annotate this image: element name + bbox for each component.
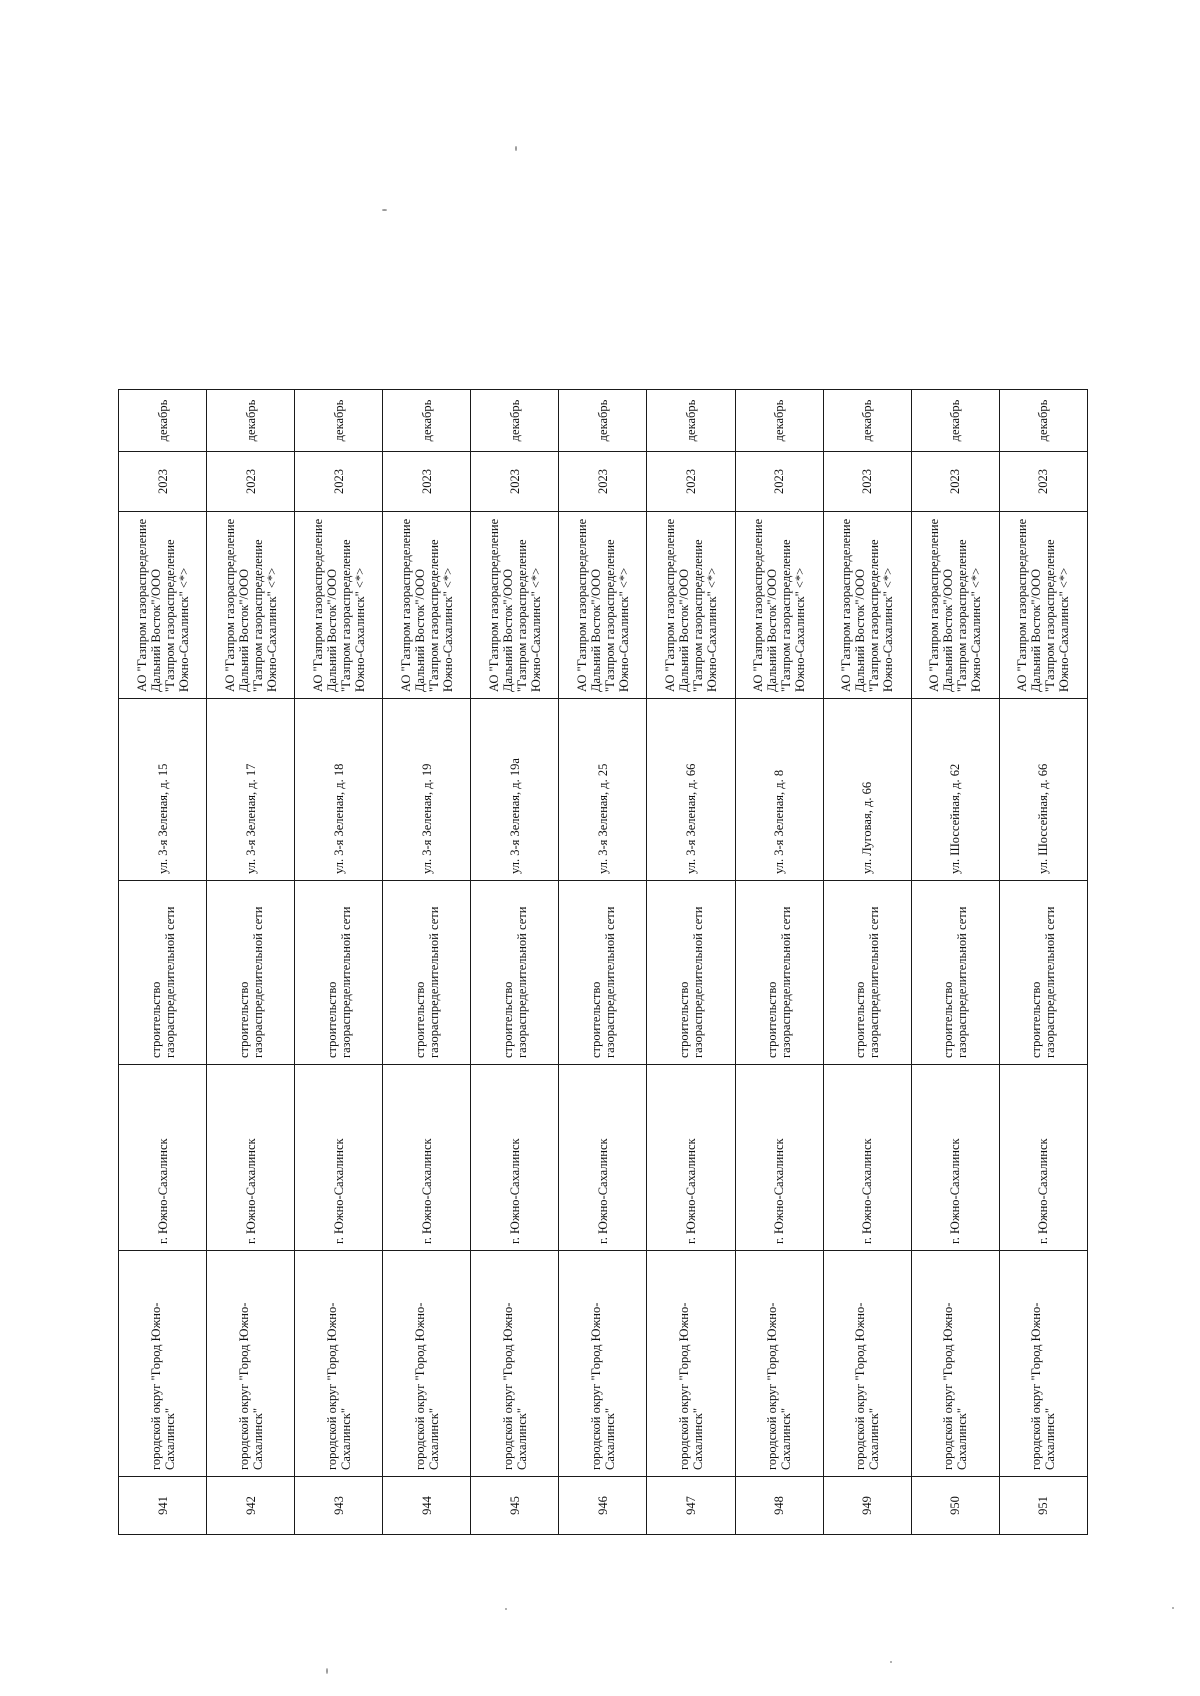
table-row (559, 390, 647, 1535)
work-type: строительство газораспределительной сети (383, 881, 471, 1065)
month: декабрь (559, 390, 647, 452)
row-number: 944 (383, 1477, 471, 1535)
scan-speck (326, 1668, 328, 1674)
row-number: 945 (471, 1477, 559, 1535)
municipal-district: городской округ "Город Южно-Сахалинск" (647, 1251, 735, 1477)
settlement: г. Южно-Сахалинск (295, 1065, 383, 1251)
address: ул. 3-я Зеленая, д. 19 (383, 699, 471, 881)
settlement: г. Южно-Сахалинск (999, 1065, 1087, 1251)
responsible-organization: АО "Газпром газораспределение Дальний Восток"/ООО "Газпром газораспределение Южно-Сахалинск" <*> (207, 512, 295, 699)
row-number: 951 (999, 1477, 1087, 1535)
scan-speck (890, 1661, 892, 1663)
table-body (119, 390, 1088, 1535)
responsible-organization: АО "Газпром газораспределение Дальний Восток"/ООО "Газпром газораспределение Южно-Сахалинск" <*> (647, 512, 735, 699)
municipal-district: городской округ "Город Южно-Сахалинск" (471, 1251, 559, 1477)
gasification-schedule-table (118, 389, 1088, 1535)
year: 2023 (207, 452, 295, 512)
address: ул. 3-я Зеленая, д. 17 (207, 699, 295, 881)
municipal-district: городской округ "Город Южно-Сахалинск" (119, 1251, 207, 1477)
work-type: строительство газораспределительной сети (911, 881, 999, 1065)
year: 2023 (823, 452, 911, 512)
address: ул. Шоссейная, д. 62 (911, 699, 999, 881)
work-type: строительство газораспределительной сети (999, 881, 1087, 1065)
scan-speck (382, 209, 387, 211)
responsible-organization: АО "Газпром газораспределение Дальний Восток"/ООО "Газпром газораспределение Южно-Сахалинск" <*> (383, 512, 471, 699)
scan-speck (1172, 1607, 1174, 1609)
responsible-organization: АО "Газпром газораспределение Дальний Восток"/ООО "Газпром газораспределение Южно-Сахалинск" <*> (471, 512, 559, 699)
month: декабрь (647, 390, 735, 452)
rotated-table-container (118, 390, 1088, 1535)
month: декабрь (295, 390, 383, 452)
municipal-district: городской округ "Город Южно-Сахалинск" (735, 1251, 823, 1477)
month: декабрь (383, 390, 471, 452)
table-frame (118, 390, 1088, 1535)
responsible-organization: АО "Газпром газораспределение Дальний Восток"/ООО "Газпром газораспределение Южно-Сахалинск" <*> (999, 512, 1087, 699)
year: 2023 (383, 452, 471, 512)
settlement: г. Южно-Сахалинск (911, 1065, 999, 1251)
table-row (999, 390, 1087, 1535)
address: ул. 3-я Зеленая, д. 25 (559, 699, 647, 881)
month: декабрь (999, 390, 1087, 452)
table-row (207, 390, 295, 1535)
settlement: г. Южно-Сахалинск (207, 1065, 295, 1251)
municipal-district: городской округ "Город Южно-Сахалинск" (383, 1251, 471, 1477)
scan-speck (515, 146, 517, 151)
year: 2023 (471, 452, 559, 512)
work-type: строительство газораспределительной сети (119, 881, 207, 1065)
municipal-district: городской округ "Город Южно-Сахалинск" (559, 1251, 647, 1477)
table-row (119, 390, 207, 1535)
table-row (647, 390, 735, 1535)
municipal-district: городской округ "Город Южно-Сахалинск" (295, 1251, 383, 1477)
address: ул. Луговая, д. 66 (823, 699, 911, 881)
settlement: г. Южно-Сахалинск (559, 1065, 647, 1251)
work-type: строительство газораспределительной сети (207, 881, 295, 1065)
work-type: строительство газораспределительной сети (823, 881, 911, 1065)
work-type: строительство газораспределительной сети (559, 881, 647, 1065)
responsible-organization: АО "Газпром газораспределение Дальний Восток"/ООО "Газпром газораспределение Южно-Сахалинск" <*> (735, 512, 823, 699)
address: ул. 3-я Зеленая, д. 66 (647, 699, 735, 881)
row-number: 948 (735, 1477, 823, 1535)
year: 2023 (559, 452, 647, 512)
month: декабрь (471, 390, 559, 452)
work-type: строительство газораспределительной сети (647, 881, 735, 1065)
year: 2023 (647, 452, 735, 512)
settlement: г. Южно-Сахалинск (471, 1065, 559, 1251)
row-number: 950 (911, 1477, 999, 1535)
municipal-district: городской округ "Город Южно-Сахалинск" (823, 1251, 911, 1477)
settlement: г. Южно-Сахалинск (735, 1065, 823, 1251)
year: 2023 (119, 452, 207, 512)
row-number: 947 (647, 1477, 735, 1535)
settlement: г. Южно-Сахалинск (823, 1065, 911, 1251)
table-row (911, 390, 999, 1535)
table-row (383, 390, 471, 1535)
responsible-organization: АО "Газпром газораспределение Дальний Восток"/ООО "Газпром газораспределение Южно-Сахалинск" <*> (823, 512, 911, 699)
work-type: строительство газораспределительной сети (295, 881, 383, 1065)
year: 2023 (911, 452, 999, 512)
table-row (471, 390, 559, 1535)
responsible-organization: АО "Газпром газораспределение Дальний Восток"/ООО "Газпром газораспределение Южно-Сахалинск" <*> (911, 512, 999, 699)
table-row (295, 390, 383, 1535)
month: декабрь (119, 390, 207, 452)
month: декабрь (911, 390, 999, 452)
address: ул. 3-я Зеленая, д. 8 (735, 699, 823, 881)
row-number: 941 (119, 1477, 207, 1535)
year: 2023 (295, 452, 383, 512)
settlement: г. Южно-Сахалинск (383, 1065, 471, 1251)
table-row (823, 390, 911, 1535)
address: ул. 3-я Зеленая, д. 15 (119, 699, 207, 881)
scan-speck (505, 1608, 507, 1610)
row-number: 949 (823, 1477, 911, 1535)
year: 2023 (999, 452, 1087, 512)
row-number: 946 (559, 1477, 647, 1535)
address: ул. 3-я Зеленая, д. 19а (471, 699, 559, 881)
municipal-district: городской округ "Город Южно-Сахалинск" (999, 1251, 1087, 1477)
responsible-organization: АО "Газпром газораспределение Дальний Восток"/ООО "Газпром газораспределение Южно-Сахалинск" <*> (295, 512, 383, 699)
settlement: г. Южно-Сахалинск (119, 1065, 207, 1251)
year: 2023 (735, 452, 823, 512)
row-number: 942 (207, 1477, 295, 1535)
address: ул. Шоссейная, д. 66 (999, 699, 1087, 881)
month: декабрь (207, 390, 295, 452)
work-type: строительство газораспределительной сети (471, 881, 559, 1065)
row-number: 943 (295, 1477, 383, 1535)
municipal-district: городской округ "Город Южно-Сахалинск" (207, 1251, 295, 1477)
work-type: строительство газораспределительной сети (735, 881, 823, 1065)
address: ул. 3-я Зеленая, д. 18 (295, 699, 383, 881)
responsible-organization: АО "Газпром газораспределение Дальний Восток"/ООО "Газпром газораспределение Южно-Сахалинск" <*> (119, 512, 207, 699)
month: декабрь (735, 390, 823, 452)
municipal-district: городской округ "Город Южно-Сахалинск" (911, 1251, 999, 1477)
responsible-organization: АО "Газпром газораспределение Дальний Восток"/ООО "Газпром газораспределение Южно-Сахалинск" <*> (559, 512, 647, 699)
table-row (735, 390, 823, 1535)
settlement: г. Южно-Сахалинск (647, 1065, 735, 1251)
month: декабрь (823, 390, 911, 452)
